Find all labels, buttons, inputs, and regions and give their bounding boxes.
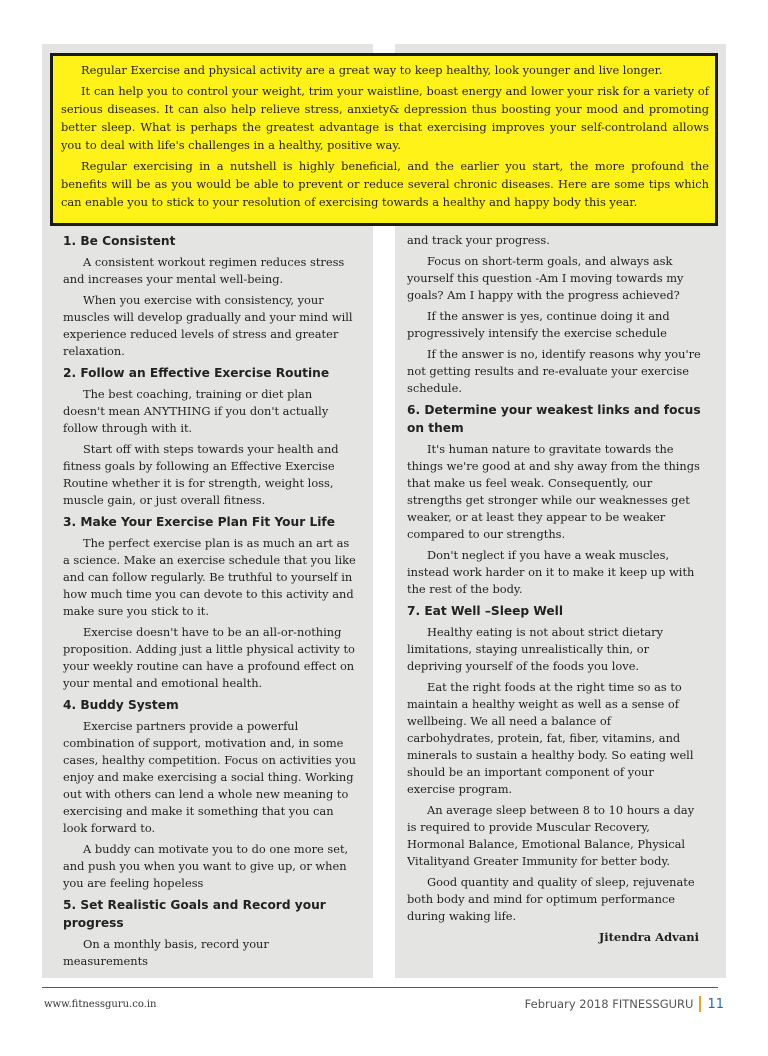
paragraph: When you exercise with consistency, your muscles will develop gradually and your mind will experience reduced levels of stress and greater relaxation. [63,293,353,358]
paragraph: A buddy can motivate you to do one more set, and push you when you want to give up, or when you are feeling hopeless [63,842,349,890]
paragraph: The best coaching, training or diet plan doesn't mean ANYTHING if you don't actually follow through with it. [63,387,329,435]
page-number: 11 [707,996,724,1012]
paragraph: Focus on short-term goals, and always ask yourself this question -Am I moving towards my goals? Am I happy with the progress achieved? [407,254,684,302]
section-heading-1: 1. Be Consistent [63,234,176,248]
paragraph: Start off with steps towards your health and fitness goals by following an Effective Exercise Routine whether it is for strength, weight loss, muscle gain, or just overall fitness. [63,442,339,507]
section-heading-2: 2. Follow an Effective Exercise Routine [63,366,330,380]
intro-paragraph-3: Regular exercising in a nutshell is highly beneficial, and the earlier you start, the more profound the benefits will be as you would be able to prevent or reduce several chronic diseases. Here are some tips which can enable you to stick to your resolution of exercising towards a healthy and happy body this year. [61,159,709,209]
footer-issue: February 2018 FITNESSGURU [524,997,694,1011]
footer-divider [42,987,718,988]
paragraph: Healthy eating is not about strict dietary limitations, staying unrealistically thin, or depriving yourself of the foods you love. [407,625,664,673]
right-column-text [407,232,701,946]
section-heading-4: 4. Buddy System [63,698,179,712]
footer-website[interactable]: www.fitnessguru.co.in [44,999,157,1010]
paragraph: A consistent workout regimen reduces stress and increases your mental well-being. [63,255,345,286]
paragraph: Eat the right foods at the right time so as to maintain a healthy weight as well as a sense of wellbeing. We all need a balance of carbohydrates, protein, fat, fiber, vitamins, and minerals to sustain a healthy body. So eating well should be an important component of your exercise program. [407,680,694,796]
paragraph: Exercise partners provide a powerful combination of support, motivation and, in some cases, healthy competition. Focus on activities you enjoy and make exercising a social thing. Working out with others can lend a whole new meaning to exercising and make it something that you can look forward to. [63,719,356,835]
intro-highlight-box [50,53,718,226]
section-heading-7: 7. Eat Well –Sleep Well [407,604,564,618]
footer-issue-info [525,996,724,1012]
intro-paragraph-2: It can help you to control your weight, trim your waistline, boast energy and lower your risk for a variety of serious diseases. It can also help relieve stress, anxiety& depression thus boosting your mood and promoting better sleep. What is perhaps the greatest advantage is that exercising improves your self-controland allows you to deal with life's challenges in a healthy, positive way. [61,84,709,152]
section-heading-6: 6. Determine your weakest links and focus on them [407,403,701,435]
paragraph: On a monthly basis, record your measurements [63,937,269,968]
paragraph: An average sleep between 8 to 10 hours a day is required to provide Muscular Recovery, Hormonal Balance, Emotional Balance, Physical Vitalityand Greater Immunity for better body. [407,803,695,868]
paragraph: The perfect exercise plan is as much an art as a science. Make an exercise schedule that you like and can follow regularly. Be truthful to yourself in how much time you can devote to this activity and make sure you stick to it. [63,536,356,618]
paragraph: If the answer is yes, continue doing it and progressively intensify the exercise schedule [407,309,670,340]
author-signature: Jitendra Advani [598,930,699,944]
intro-paragraph-1: Regular Exercise and physical activity are a great way to keep healthy, look younger and live longer. [81,63,663,77]
section-heading-5: 5. Set Realistic Goals and Record your progress [63,898,326,930]
paragraph: Don't neglect if you have a weak muscles, instead work harder on it to make it keep up with the rest of the body. [407,548,695,596]
paragraph-continued: and track your progress. [407,233,550,247]
section-heading-3: 3. Make Your Exercise Plan Fit Your Life [63,515,335,529]
footer-separator [699,996,701,1012]
paragraph: Good quantity and quality of sleep, rejuvenate both body and mind for optimum performance during waking life. [407,875,695,923]
left-column-text [63,232,357,974]
paragraph: It's human nature to gravitate towards the things we're good at and shy away from the things that make us feel weak. Consequently, our strengths get stronger while our weaknesses get weaker, or at least they appear to be weaker compared to our strengths. [407,442,700,541]
paragraph: If the answer is no, identify reasons why you're not getting results and re-evaluate your exercise schedule. [407,347,701,395]
paragraph: Exercise doesn't have to be an all-or-nothing proposition. Adding just a little physical activity to your weekly routine can have a profound effect on your mental and emotional health. [63,625,355,690]
